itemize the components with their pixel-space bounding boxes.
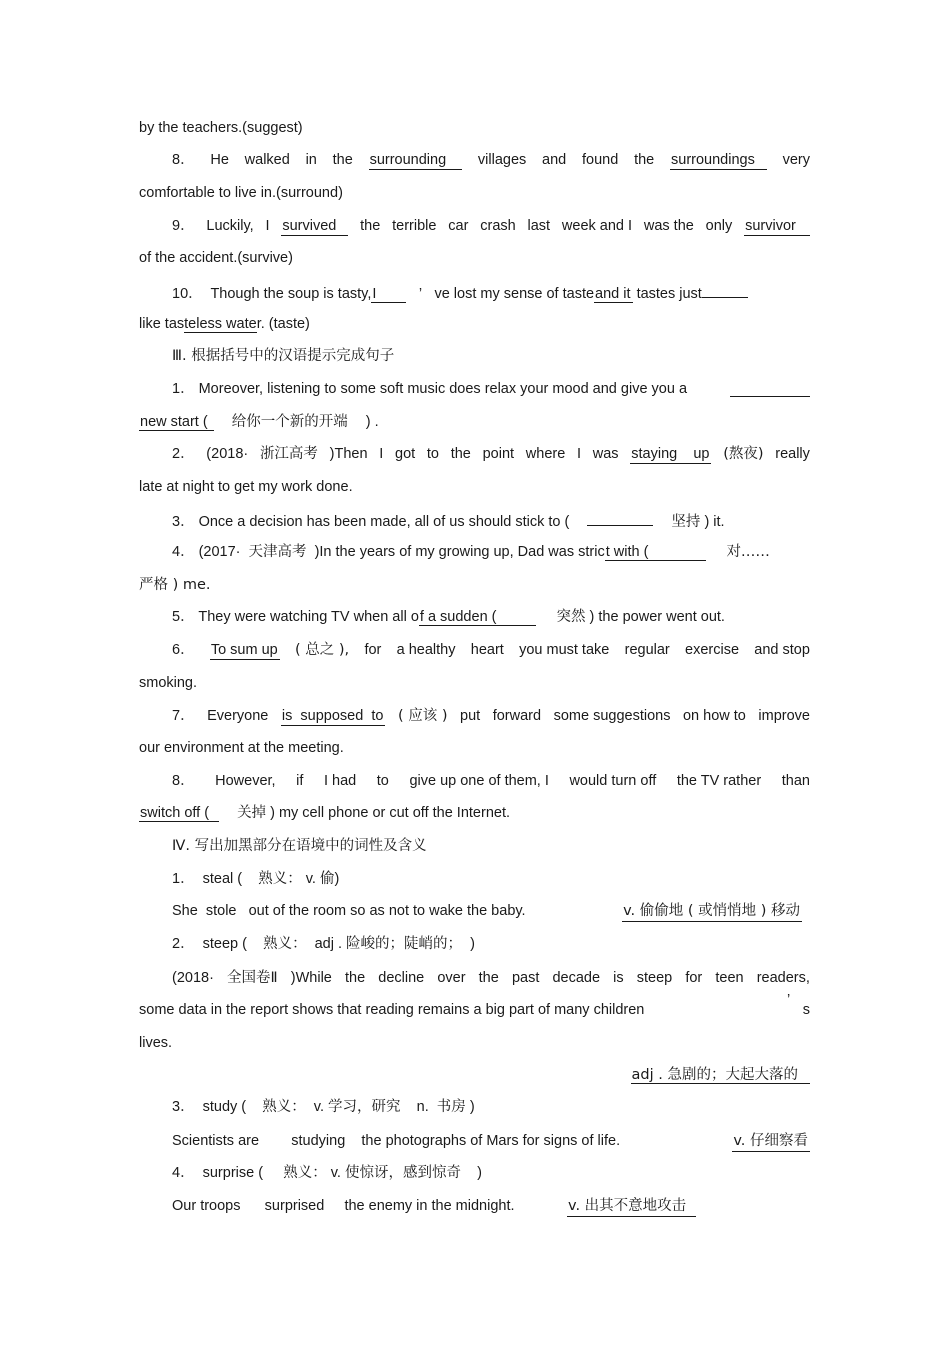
text-line bbox=[139, 575, 810, 595]
heading-text: Ⅳ. 写出加黑部分在语境中的词性及含义 bbox=[172, 838, 427, 854]
word: the TV rather bbox=[676, 773, 762, 789]
text: some data in the report shows that reading remains a big part of many children bbox=[139, 1002, 645, 1018]
item-2-line-3 bbox=[139, 1033, 810, 1053]
word: )Then bbox=[329, 446, 368, 462]
answer-underline bbox=[630, 444, 711, 464]
word: and bbox=[542, 152, 567, 168]
word: in bbox=[305, 152, 317, 168]
word: and stop bbox=[754, 642, 810, 658]
word: for bbox=[685, 970, 703, 986]
word: )While bbox=[290, 970, 332, 986]
word: terrible bbox=[392, 218, 437, 234]
word: Luckily, bbox=[206, 218, 254, 234]
item-4-head bbox=[172, 1163, 810, 1183]
answer-underline: adj . 急剧的；大起大落的 bbox=[631, 1067, 810, 1084]
question-5-line bbox=[172, 607, 810, 627]
answer-underline: f a sudden ( bbox=[419, 609, 537, 626]
answer-underline: survived bbox=[281, 216, 348, 236]
text: comfortable to live in.(surround) bbox=[139, 185, 343, 201]
word: 浙江高考 bbox=[259, 446, 318, 462]
answer-underline: switch off ( bbox=[139, 805, 219, 822]
answer-underline: new start ( bbox=[139, 414, 214, 431]
text: 2． steep ( 熟义： adj . 险峻的；陡峭的； ) bbox=[172, 936, 475, 952]
word: to bbox=[376, 773, 389, 789]
item-2-line-2 bbox=[139, 992, 810, 1020]
item-2-answer-line bbox=[139, 1065, 810, 1085]
word: decline bbox=[378, 970, 425, 986]
answer-underline: is supposed to bbox=[281, 708, 384, 724]
hint-text: 突然 bbox=[556, 609, 586, 625]
answer-underline: survivor bbox=[744, 216, 810, 236]
question-number: 2． bbox=[172, 446, 195, 462]
question-4-line bbox=[172, 542, 810, 562]
text-line bbox=[139, 183, 810, 203]
answer-underline: and it bbox=[595, 286, 631, 302]
text-line bbox=[139, 673, 810, 693]
text: 4． (2017· bbox=[172, 544, 241, 560]
word: very bbox=[782, 152, 810, 168]
text-line bbox=[139, 477, 810, 497]
word: car bbox=[448, 218, 469, 234]
question-number: 7． bbox=[172, 708, 195, 724]
answer-word: up bbox=[693, 446, 710, 462]
text: 5． They were watching TV when all o bbox=[172, 609, 419, 625]
text: like tas bbox=[139, 316, 185, 332]
question-number: 6． bbox=[172, 642, 195, 658]
heading-text: Ⅲ. 根据括号中的汉语提示完成句子 bbox=[172, 348, 395, 364]
word: the bbox=[478, 970, 499, 986]
word: (2018· bbox=[206, 446, 249, 462]
question-2-line bbox=[172, 444, 810, 464]
word: I bbox=[379, 446, 384, 462]
word: the bbox=[634, 152, 655, 168]
word: I had bbox=[323, 773, 357, 789]
word: got bbox=[395, 446, 416, 462]
question-10-line bbox=[172, 282, 810, 302]
word: crash bbox=[480, 218, 516, 234]
word: than bbox=[781, 773, 810, 789]
word: to bbox=[426, 446, 439, 462]
text-line bbox=[139, 412, 810, 432]
blank-line bbox=[702, 282, 748, 298]
text: ) the power went out. bbox=[589, 609, 725, 625]
word: found bbox=[582, 152, 619, 168]
word: put bbox=[460, 708, 481, 724]
answer-underline: To sum up bbox=[210, 642, 278, 658]
text: ) my cell phone or cut off the Internet. bbox=[270, 805, 511, 821]
text: r. (taste) bbox=[256, 316, 310, 332]
text: 3． study ( 熟义： v. 学习，研究 n. 书房 ) bbox=[172, 1099, 475, 1115]
item-2-head bbox=[172, 934, 810, 954]
text: 1． steal ( 熟义： v. 偷) bbox=[172, 871, 340, 887]
hint-text: 关掉 bbox=[237, 805, 267, 821]
word: exercise bbox=[685, 642, 740, 658]
word: you must take bbox=[519, 642, 610, 658]
word: the bbox=[344, 970, 366, 986]
text: ) . bbox=[365, 414, 379, 430]
answer-underline: t with ( bbox=[605, 544, 707, 561]
word: heart bbox=[470, 642, 504, 658]
word: the bbox=[450, 446, 471, 462]
text: Though the soup is tasty, bbox=[210, 286, 372, 302]
question-number: 8． bbox=[172, 152, 195, 168]
word: last bbox=[527, 218, 551, 234]
text: by the teachers.(suggest) bbox=[139, 120, 303, 136]
word: some suggestions bbox=[553, 708, 671, 724]
question-9-line bbox=[172, 216, 810, 236]
word: on how to bbox=[682, 708, 746, 724]
word: point bbox=[482, 446, 515, 462]
question-3-line bbox=[172, 510, 810, 530]
hint-text: ( 应该 ) bbox=[397, 708, 448, 724]
question-8-line bbox=[172, 150, 810, 170]
answer-underline: surroundings bbox=[670, 150, 767, 170]
text-line bbox=[139, 803, 810, 823]
item-2-line-1 bbox=[172, 968, 810, 988]
answer-underline: v. 出其不意地攻击 bbox=[567, 1196, 696, 1217]
word: readers, bbox=[756, 970, 810, 986]
apostrophe: ’ bbox=[418, 286, 423, 302]
word: teen bbox=[715, 970, 744, 986]
word: walked bbox=[244, 152, 290, 168]
word: over bbox=[437, 970, 466, 986]
question-number: 9． bbox=[172, 218, 195, 234]
word: is bbox=[613, 970, 624, 986]
text: our environment at the meeting. bbox=[139, 740, 344, 756]
word: would turn off bbox=[569, 773, 657, 789]
question-number: 10． bbox=[172, 286, 203, 302]
apostrophe: ’ bbox=[787, 992, 791, 1008]
item-3-head bbox=[172, 1097, 810, 1117]
hint-text: (熬夜) bbox=[723, 446, 764, 462]
text-line bbox=[139, 248, 810, 268]
item-4-sentence bbox=[172, 1196, 810, 1216]
word: He bbox=[210, 152, 229, 168]
text-line bbox=[139, 738, 810, 758]
word: 全国卷Ⅱ bbox=[227, 970, 278, 986]
text: lives. bbox=[139, 1035, 173, 1051]
text-line bbox=[139, 314, 810, 334]
word: steep bbox=[636, 970, 673, 986]
question-7-line bbox=[172, 706, 810, 726]
hint-text: ( 总之 ), bbox=[295, 642, 350, 658]
text: Our troops surprised the enemy in the midnight. bbox=[172, 1198, 515, 1214]
text: 1． Moreover, listening to some soft music does relax your mood and give you a bbox=[172, 381, 688, 397]
hint-text: 坚持 bbox=[671, 514, 701, 530]
question-6-line bbox=[172, 640, 810, 660]
word: Everyone bbox=[207, 708, 269, 724]
text: 4． surprise ( 熟义： v. 使惊讶，感到惊奇 ) bbox=[172, 1165, 482, 1181]
word: give up one of them, I bbox=[409, 773, 549, 789]
hint-text: 给你一个新的开端 bbox=[231, 414, 348, 430]
word: forward bbox=[492, 708, 542, 724]
word: only bbox=[705, 218, 733, 234]
text: 严格 ) me. bbox=[139, 577, 211, 593]
word: the bbox=[360, 218, 381, 234]
item-3-sentence bbox=[172, 1131, 810, 1151]
word: (2018· bbox=[172, 970, 214, 986]
text-line bbox=[139, 118, 810, 138]
blank-line bbox=[587, 510, 653, 526]
word: was bbox=[592, 446, 619, 462]
question-8-line bbox=[172, 771, 810, 791]
text: 3． Once a decision has been made, all of us should stick to ( bbox=[172, 514, 570, 530]
word: decade bbox=[552, 970, 601, 986]
text: ) it. bbox=[704, 514, 725, 530]
word: regular bbox=[624, 642, 670, 658]
word: villages bbox=[477, 152, 527, 168]
item-1-head bbox=[172, 869, 810, 889]
answer-underline: surrounding bbox=[369, 150, 463, 170]
word: week and I bbox=[561, 218, 633, 234]
section-heading bbox=[172, 346, 810, 366]
answer-underline: I bbox=[371, 286, 406, 303]
word: really bbox=[775, 446, 810, 462]
blank-line bbox=[730, 381, 810, 397]
word: for bbox=[364, 642, 382, 658]
text: late at night to get my work done. bbox=[139, 479, 353, 495]
text: tastes just bbox=[636, 286, 702, 302]
text: She stole out of the room so as not to wake the baby. bbox=[172, 903, 526, 919]
item-1-sentence bbox=[172, 901, 810, 921]
hint-text: 对…… bbox=[726, 544, 770, 560]
answer-underline: v. 仔细察看 bbox=[732, 1131, 810, 1152]
text: )In the years of my growing up, Dad was stric bbox=[314, 544, 605, 560]
answer-underline: v. 偷偷地 ( 或悄悄地 ) 移动 bbox=[622, 901, 802, 922]
word: I bbox=[265, 218, 270, 234]
word: However, bbox=[215, 773, 276, 789]
word: if bbox=[296, 773, 304, 789]
word: the bbox=[332, 152, 353, 168]
word: where bbox=[525, 446, 566, 462]
word: was the bbox=[643, 218, 694, 234]
word: past bbox=[511, 970, 540, 986]
section-heading bbox=[172, 836, 810, 856]
text: of the accident.(survive) bbox=[139, 250, 293, 266]
word: improve bbox=[758, 708, 810, 724]
question-1-line bbox=[172, 379, 810, 399]
answer-word: staying bbox=[631, 446, 678, 462]
text: smoking. bbox=[139, 675, 198, 691]
word: a healthy bbox=[396, 642, 456, 658]
text: s bbox=[802, 1002, 810, 1018]
answer-underline: teless wate bbox=[184, 316, 257, 332]
text: Scientists are studying the photographs of Mars for signs of life. bbox=[172, 1133, 621, 1149]
text: 天津高考 bbox=[248, 544, 307, 560]
word: I bbox=[577, 446, 582, 462]
text: ve lost my sense of taste bbox=[434, 286, 595, 302]
question-number: 8． bbox=[172, 773, 195, 789]
